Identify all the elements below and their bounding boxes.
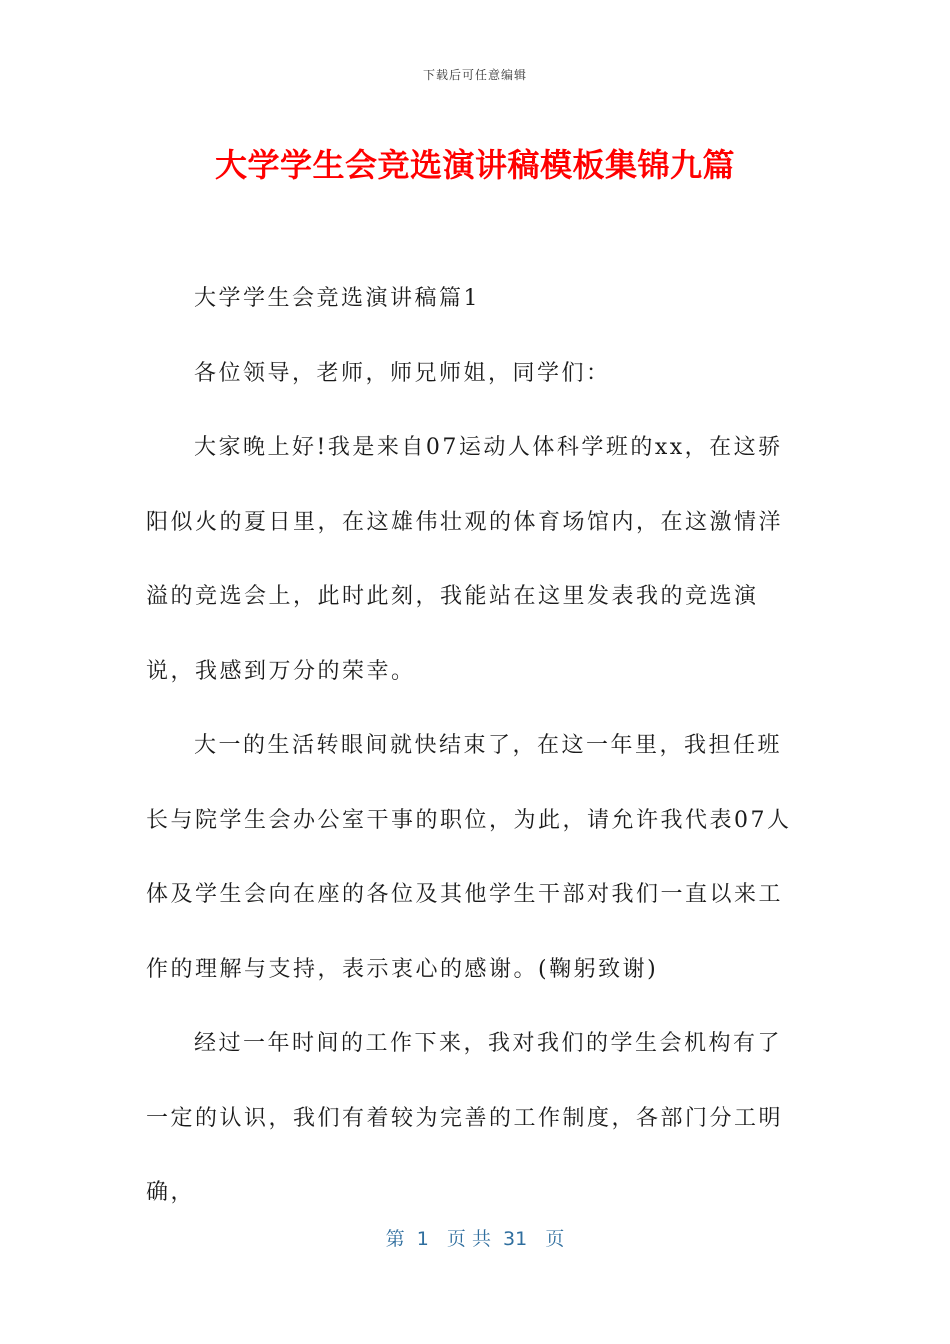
section-heading: 大学学生会竞选演讲稿篇1	[194, 286, 480, 311]
document-body	[146, 262, 806, 1231]
body-paragraph: 大家晚上好!我是来自07运动人体科学班的xx，在这骄阳似火的夏日里，在这雄伟壮观的体育场馆内，在这激情洋溢的竞选会上，此时此刻，我能站在这里发表我的竞选演说，我感到万分的荣幸。	[146, 435, 784, 684]
body-paragraph: 经过一年时间的工作下来，我对我们的学生会机构有了一定的认识，我们有着较为完善的工作制度，各部门分工明确，	[146, 1031, 784, 1205]
document-title: 大学学生会竞选演讲稿模板集锦九篇	[214, 146, 735, 184]
page-number-footer: 第 1 页 共 31 页	[385, 1228, 565, 1250]
header-note: 下载后可任意编辑	[422, 68, 527, 82]
body-paragraph: 大一的生活转眼间就快结束了，在这一年里，我担任班长与院学生会办公室干事的职位，为此，请允许我代表07人体及学生会向在座的各位及其他学生干部对我们一直以来工作的理解与支持，表示衷心的感谢。(鞠躬致谢)	[146, 733, 792, 982]
salutation: 各位领导，老师，师兄师姐，同学们：	[194, 360, 611, 386]
